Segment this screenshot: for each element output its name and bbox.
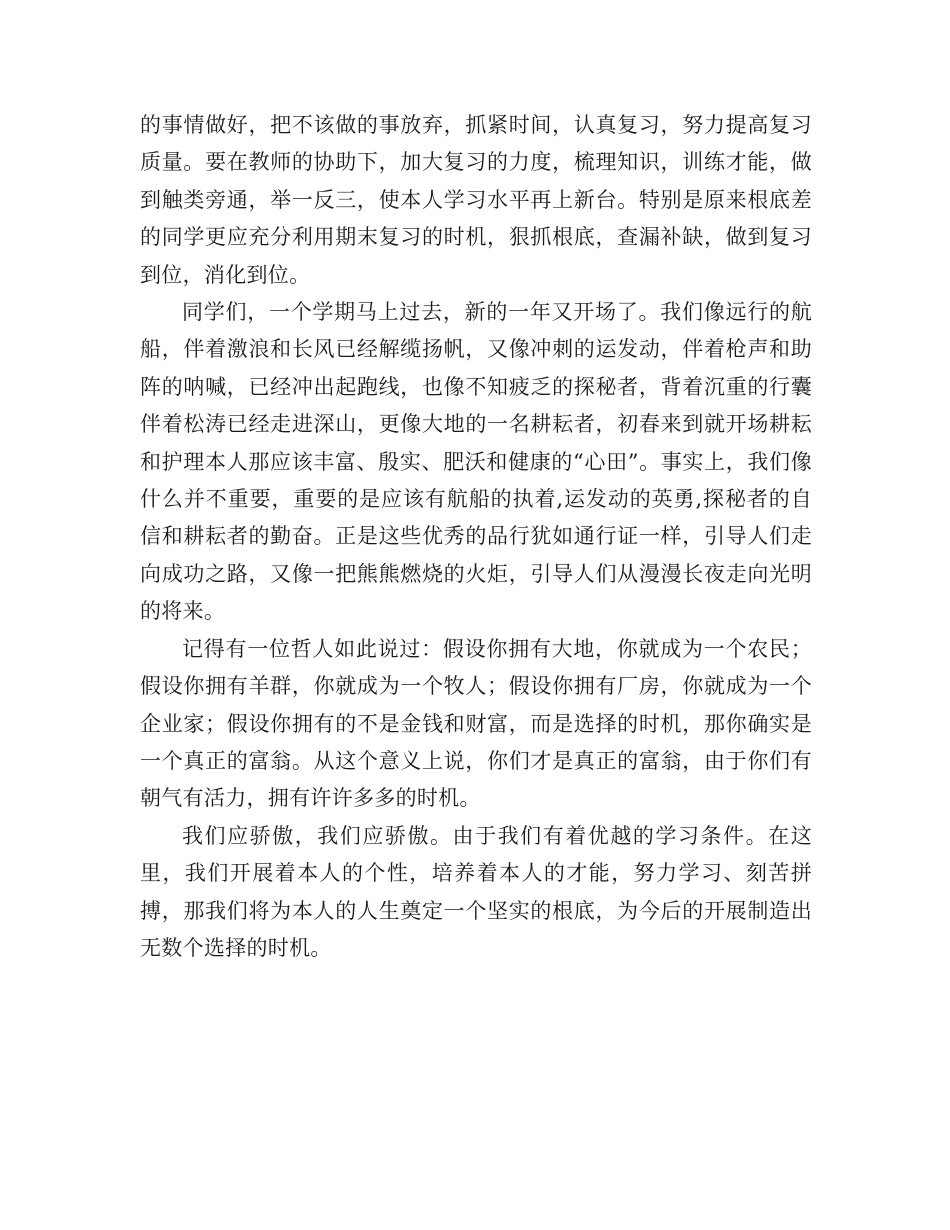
paragraph-pride: 我们应骄傲，我们应骄傲。由于我们有着优越的学习条件。在这里，我们开展着本人的个性，培养着本人的才能，努力学习、刻苦拼搏，那我们将为本人的人生奠定一个坚实的根底，为今后的开展制造出无数个选择的时机。 <box>140 823 812 960</box>
paragraph-new-year: 同学们，一个学期马上过去，新的一年又开场了。我们像远行的航船，伴着激浪和长风已经解缆扬帆，又像冲刺的运发动，伴着枪声和助阵的呐喊，已经冲出起跑线，也像不知疲乏的探秘者，背着沉重的行囊伴着松涛已经走进深山，更像大地的一名耕耘者，初春来到就开场耕耘和护理本人那应该丰富、殷实、肥沃和健康的“心田”。事实上，我们像什么并不重要，重要的是应该有航船的执着,运发动的英勇,探秘者的自信和耕耘者的勤奋。正是这些优秀的品行犹如通行证一样，引导人们走向成功之路，又像一把熊熊燃烧的火炬，引导人们从漫漫长夜走向光明的将来。 <box>140 300 812 624</box>
paragraph-continuation: 的事情做好，把不该做的事放弃，抓紧时间，认真复习，努力提高复习质量。要在教师的协助下，加大复习的力度，梳理知识，训练才能，做到触类旁通，举一反三，使本人学习水平再上新台。特别是原来根底差的同学更应充分利用期末复习的时机，狠抓根底，查漏补缺，做到复习到位，消化到位。 <box>140 113 812 287</box>
document-body <box>140 107 812 967</box>
paragraph-philosopher-quote: 记得有一位哲人如此说过：假设你拥有大地，你就成为一个农民；假设你拥有羊群，你就成为一个牧人；假设你拥有厂房，你就成为一个企业家；假设你拥有的不是金钱和财富，而是选择的时机，那你确实是一个真正的富翁。从这个意义上说，你们才是真正的富翁，由于你们有朝气有活力，拥有许许多多的时机。 <box>140 636 812 811</box>
